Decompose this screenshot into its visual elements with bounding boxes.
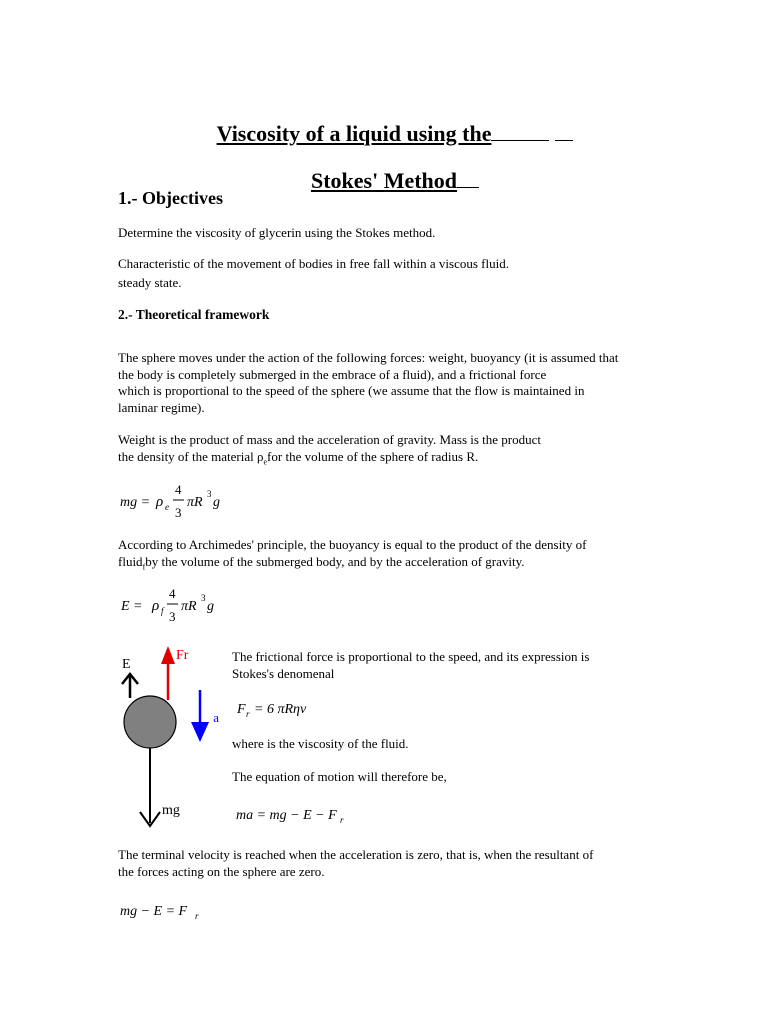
objective-paragraph-1: Determine the viscosity of glycerin using the Stokes method. bbox=[118, 225, 436, 240]
label-Fr: Fr bbox=[176, 648, 189, 663]
stokes-formula bbox=[234, 696, 344, 724]
friction-paragraph bbox=[232, 649, 652, 682]
formula-rho-sub: f bbox=[161, 606, 164, 616]
objective-p2-line1: Characteristic of the movement of bodies in free fall within a viscous fluid. bbox=[118, 256, 509, 271]
sphere bbox=[124, 696, 176, 748]
theory-paragraph-1 bbox=[118, 350, 658, 416]
label-a: a bbox=[213, 710, 219, 725]
acceleration-arrowhead bbox=[191, 722, 209, 742]
friction-arrowhead bbox=[161, 646, 175, 664]
formula-numerator: 4 bbox=[175, 482, 182, 497]
formula-pi-r: πR bbox=[181, 599, 197, 614]
friction-line2: Stokes's denomenal bbox=[232, 665, 335, 681]
formula-F: F bbox=[237, 702, 246, 717]
terminal-line1: The terminal velocity is reached when the acceleration is zero, that is, when the resultant of bbox=[118, 847, 594, 862]
motion-intro: The equation of motion will therefore be, bbox=[232, 769, 447, 784]
objective-p2-line2: steady state. bbox=[118, 274, 182, 290]
terminal-paragraph bbox=[118, 847, 658, 880]
formula-denominator: 3 bbox=[169, 609, 176, 624]
formula-pi-r: πR bbox=[187, 495, 203, 510]
terminal-formula bbox=[118, 897, 228, 925]
title-text-1: Viscosity of a liquid using the bbox=[216, 121, 492, 146]
archimedes-line1: According to Archimedes' principle, the buoyancy is equal to the product of the density of bbox=[118, 537, 587, 552]
terminal-line2: the forces acting on the sphere are zero. bbox=[118, 863, 325, 879]
formula-exponent: 3 bbox=[201, 593, 206, 603]
section-heading-objectives: 1.- Objectives bbox=[118, 188, 223, 208]
theory-p1-line: the body is completely submerged in the embrace of a fluid), and a frictional force bbox=[118, 366, 547, 382]
theory-p2-line2: the density of the material $\rho_efor$ the volume of the sphere of radius R. bbox=[118, 448, 479, 467]
formula-sub: r bbox=[340, 815, 344, 825]
formula-sub: r bbox=[195, 911, 199, 921]
archimedes-paragraph bbox=[118, 537, 658, 576]
title-underline-gap bbox=[491, 120, 549, 141]
rho-symbol: ρ bbox=[256, 448, 264, 464]
label-mg: mg bbox=[162, 803, 180, 818]
formula-denominator: 3 bbox=[175, 505, 182, 520]
formula-exponent: 3 bbox=[207, 489, 212, 499]
formula-rho: ρ bbox=[156, 494, 164, 510]
formula-tail: g bbox=[207, 599, 214, 614]
viscosity-note: where is the viscosity of the fluid. bbox=[232, 736, 409, 751]
formula-rho-sub: e bbox=[165, 502, 169, 512]
label-E: E bbox=[122, 657, 131, 672]
force-diagram bbox=[112, 640, 222, 835]
formula-rho: ρ bbox=[152, 598, 160, 614]
title-underline-gap bbox=[555, 120, 573, 141]
weight-formula bbox=[118, 478, 238, 524]
theory-paragraph-2 bbox=[118, 432, 658, 471]
formula-text: ma = mg − E − F bbox=[236, 808, 337, 823]
theory-p1-line: The sphere moves under the action of the following forces: weight, buoyancy (it is assumed that bbox=[118, 350, 619, 365]
friction-line1: The frictional force is proportional to the speed, and its expression is bbox=[232, 649, 590, 664]
title-text-2: Stokes' Method bbox=[310, 168, 458, 193]
objective-paragraph-2 bbox=[118, 256, 658, 291]
theory-p1-line: which is proportional to the speed of the sphere (we assume that the flow is maintained in bbox=[118, 383, 585, 398]
formula-lhs: mg = bbox=[120, 495, 151, 510]
title-line-2 bbox=[0, 141, 768, 220]
rho-subscript: e bbox=[263, 457, 268, 467]
formula-numerator: 4 bbox=[169, 586, 176, 601]
title-underline-gap bbox=[457, 167, 479, 188]
archimedes-line2: fluid$_f$by the volume of the submerged body, and by the acceleration of gravity. bbox=[118, 553, 525, 572]
formula-F-sub: r bbox=[246, 709, 250, 719]
section-heading-theory: 2.- Theoretical framework bbox=[118, 307, 270, 322]
formula-tail: g bbox=[213, 495, 220, 510]
formula-rest: = 6 πRηv bbox=[254, 702, 307, 717]
formula-lhs: E = bbox=[121, 599, 143, 614]
motion-formula bbox=[234, 801, 364, 829]
formula-text: mg − E = F bbox=[120, 904, 188, 919]
theory-p1-line: laminar regime). bbox=[118, 399, 205, 415]
buoyancy-formula bbox=[118, 584, 238, 630]
theory-p2-line1: Weight is the product of mass and the acceleration of gravity. Mass is the product bbox=[118, 432, 542, 447]
